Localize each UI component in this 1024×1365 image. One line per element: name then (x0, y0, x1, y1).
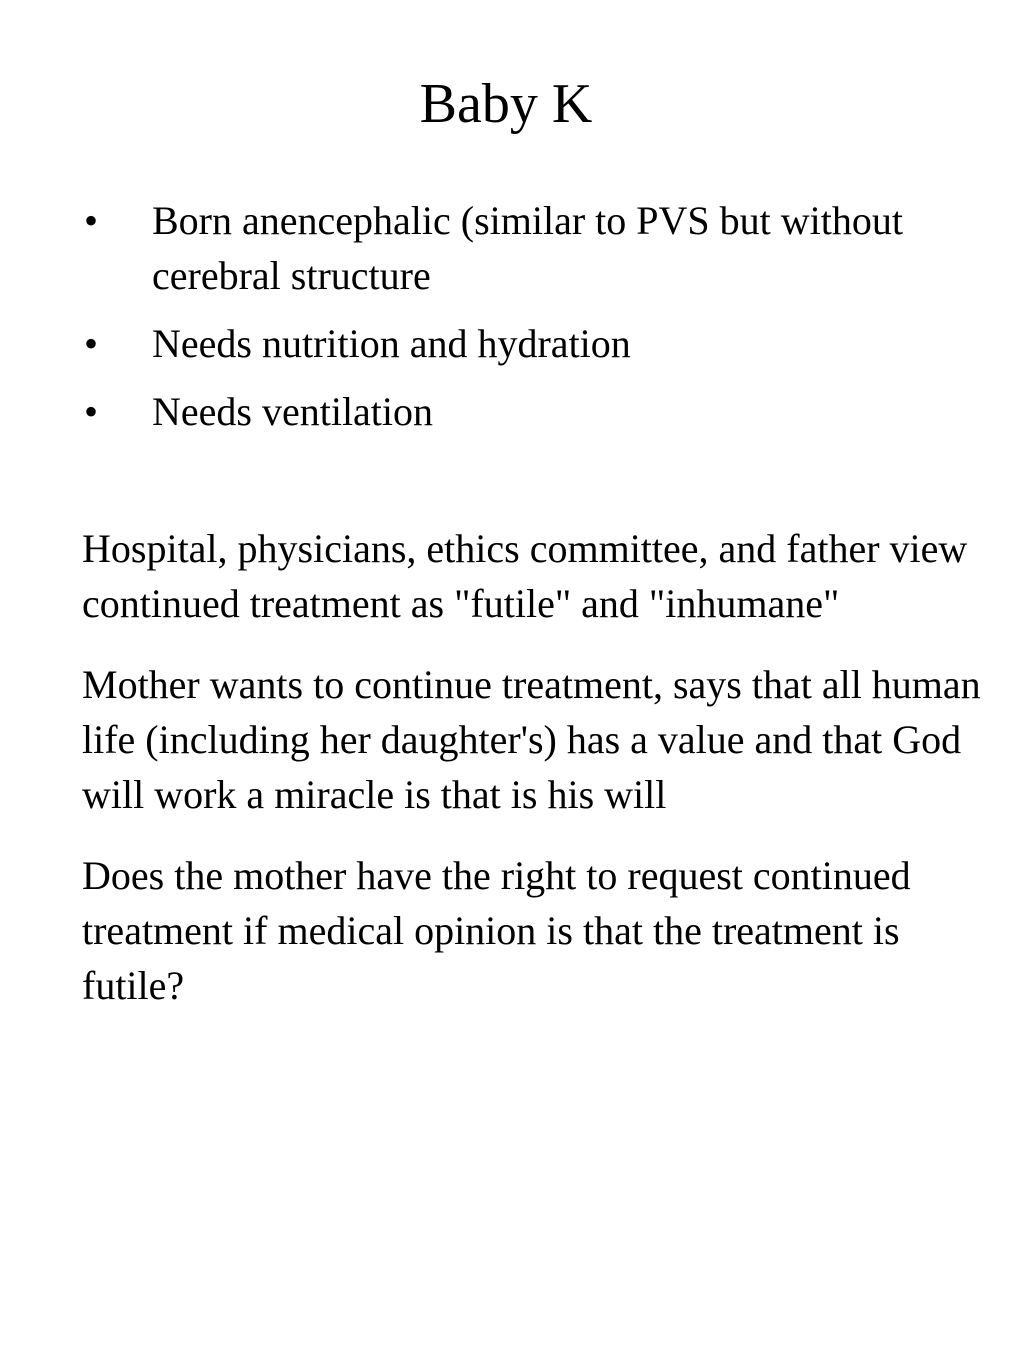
bullet-marker: • (84, 198, 99, 243)
bullet-item (82, 316, 982, 371)
body-paragraphs (82, 521, 982, 1039)
bullet-marker: • (84, 389, 99, 434)
bullet-list (82, 193, 982, 452)
bullet-item (82, 193, 982, 303)
bullet-item (82, 384, 982, 439)
paragraph-views: Hospital, physicians, ethics committee, and father view continued treatment as "futile" and "inhumane" (82, 526, 968, 626)
paragraph-mother: Mother wants to continue treatment, says that all human life (including her daughter's) has a value and that God will work a miracle is that is his will (82, 662, 981, 817)
slide-title: Baby K (419, 73, 593, 135)
paragraph-question: Does the mother have the right to request continued treatment if medical opinion is that the treatment is futile? (82, 853, 911, 1008)
bullet-text: Needs ventilation (152, 389, 434, 434)
bullet-marker: • (84, 321, 99, 366)
bullet-text: Needs nutrition and hydration (152, 321, 631, 366)
bullet-text: Born anencephalic (similar to PVS but without cerebral structure (152, 198, 903, 298)
